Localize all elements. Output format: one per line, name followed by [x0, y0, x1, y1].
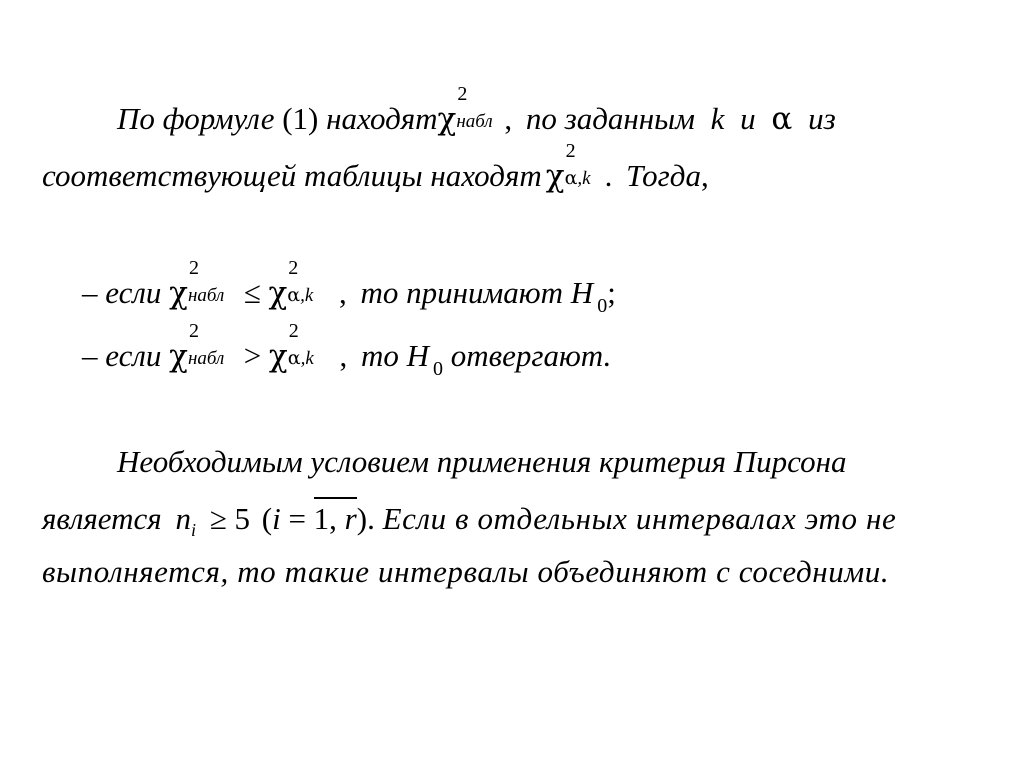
var-H: H: [406, 338, 429, 373]
text: если: [105, 275, 162, 310]
superscript: 2: [565, 140, 576, 162]
chi-symbol: χ: [437, 101, 457, 137]
subscript-alpha: α: [564, 167, 578, 189]
superscript: 2: [188, 320, 199, 342]
para2-line3: [42, 556, 889, 587]
subscript: набл: [456, 111, 493, 132]
chi-scripts: [287, 320, 328, 369]
comma: ,: [329, 501, 337, 536]
text: из: [808, 101, 836, 136]
var-r: r: [344, 501, 357, 536]
H-subscript: 0: [433, 358, 443, 380]
superscript: 2: [457, 83, 468, 105]
superscript: 2: [188, 257, 199, 279]
var-i: i: [272, 501, 281, 536]
text: выполняется, то такие интервалы объединяют с соседними.: [42, 554, 890, 589]
rule-accept: [82, 257, 616, 317]
subscript: набл: [187, 348, 225, 369]
chi-scripts: [187, 257, 236, 306]
equals: =: [288, 501, 306, 536]
text: Необходимым условием применения критерия Пирсона: [117, 444, 847, 479]
chi-scripts: [564, 140, 605, 189]
subscript-k: ,k: [300, 348, 314, 369]
alpha-symbol: α: [771, 101, 793, 137]
comma: ,: [504, 101, 513, 136]
overlined-range: [314, 497, 357, 536]
formula-ref: (1): [282, 101, 319, 136]
para1-line1: [117, 83, 836, 137]
paren-close: ).: [356, 501, 375, 536]
subscript: набл: [187, 285, 225, 306]
text: является: [42, 501, 162, 536]
subscript: [565, 169, 591, 188]
text: то: [360, 338, 399, 373]
subscript-alpha: α: [287, 347, 301, 369]
text: По формуле: [117, 101, 275, 136]
text: находят: [326, 101, 438, 136]
comma: ,: [339, 338, 348, 373]
para2-line2: [42, 501, 897, 540]
comma: ,: [700, 158, 709, 193]
rule-reject: [82, 320, 612, 380]
subscript-k: ,k: [300, 285, 314, 306]
subscript-alpha: α: [287, 284, 301, 306]
gt-operator: >: [243, 338, 262, 373]
text: отвергают.: [450, 338, 612, 373]
chi-symbol: χ: [268, 275, 288, 311]
para2-line1: [117, 446, 847, 477]
comma: ,: [339, 275, 347, 310]
text: если: [105, 338, 162, 373]
number: 1: [313, 501, 330, 536]
text: и: [740, 101, 756, 136]
chi-symbol: χ: [169, 338, 188, 374]
superscript: 2: [288, 320, 299, 342]
var-H: H: [570, 275, 594, 310]
var-n: n: [175, 501, 191, 536]
text: Тогда: [626, 158, 701, 193]
text: по заданным: [525, 101, 695, 136]
paren-open: (: [261, 501, 273, 536]
chi-symbol: χ: [545, 158, 565, 194]
subscript: [288, 349, 314, 368]
text: соответствующей таблицы находят: [42, 158, 542, 193]
H-subscript: 0: [597, 295, 608, 317]
para1-line2: [42, 140, 709, 194]
number: 5: [234, 501, 250, 536]
period: .: [604, 158, 613, 193]
text: то принимают: [360, 275, 564, 310]
chi-symbol: χ: [169, 275, 188, 311]
text: Если в отдельных интервалах это не: [382, 501, 897, 536]
subscript: [287, 286, 313, 305]
dash: –: [82, 275, 98, 310]
subscript-k: ,k: [577, 168, 591, 189]
superscript: 2: [288, 257, 299, 279]
n-subscript: i: [190, 520, 196, 540]
chi-symbol: χ: [268, 338, 288, 374]
semicolon: ;: [607, 275, 616, 310]
geq-operator: ≥: [209, 501, 227, 536]
leq-operator: ≤: [243, 275, 261, 310]
chi-scripts: [287, 257, 327, 306]
chi-scripts: [456, 83, 504, 132]
chi-scripts: [187, 320, 236, 369]
dash: –: [82, 338, 98, 373]
var-k: k: [710, 101, 725, 136]
